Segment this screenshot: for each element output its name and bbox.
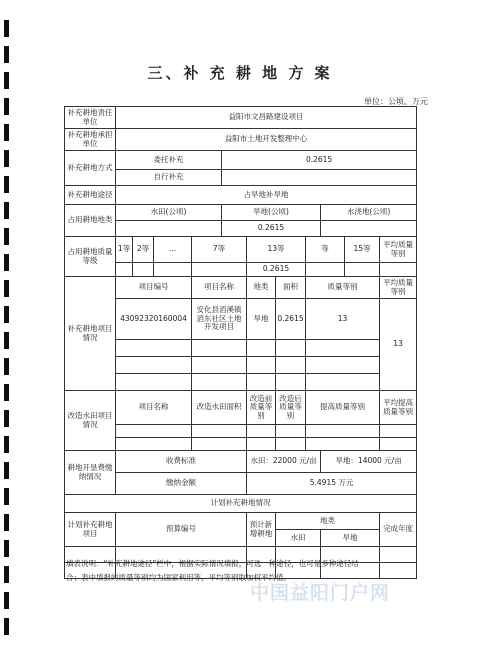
paddy-header-increase: 提高质量等别: [306, 391, 380, 425]
binder-holes: [4, 0, 14, 646]
plan-year-header: 完成年度: [380, 513, 417, 547]
method-label: 补充耕地方式: [65, 151, 116, 186]
site-watermark: 中国益阳门户网: [250, 582, 391, 604]
fee-dry-rate: 旱地：14000 元/亩: [321, 451, 417, 473]
grade-13: 13等: [247, 237, 306, 263]
paddy-header-after: 改造后质量等别: [276, 391, 306, 425]
supp-header-name: 项目名称: [192, 277, 247, 299]
undertake-unit-label: 补充耕地承担单位: [65, 129, 116, 151]
plan-budget-header: 预算编号: [116, 513, 247, 547]
plan-label: 计划补充耕地项目: [65, 513, 116, 547]
paddy-header-before: 改造前质量等别: [247, 391, 276, 425]
supp-row1-area: 0.2615: [276, 299, 306, 340]
grade-dots: …: [154, 237, 192, 263]
grade-deng: 等: [306, 237, 345, 263]
note-line-1: 填表说明：“补充耕地途径”栏中，根据实际情况填报，可选一种途径，也可是多种途径结: [66, 559, 359, 568]
land-type-label: 占用耕地地类: [65, 205, 116, 237]
responsible-unit-label: 补充耕地责任单位: [65, 107, 116, 129]
method-option-entrust: 委托补充: [116, 151, 222, 170]
fee-label: 耕地开垦费缴纳情况: [65, 451, 116, 495]
fee-amount-label: 缴纳金额: [116, 473, 247, 495]
land-type-paddy-value: [116, 221, 222, 237]
land-type-dry-header: 旱地(公顷): [222, 205, 321, 221]
fee-paddy-rate: 水田：22000 元/亩: [247, 451, 321, 473]
supp-row1-name: 安化县滔溪镇滔东社区土地开发项目: [192, 299, 247, 340]
supp-header-avg: 平均质量等别: [380, 277, 417, 299]
method-entrust-value: 0.2615: [222, 151, 417, 170]
responsible-unit-value: 益阳市文昌路建设项目: [116, 107, 417, 129]
plan-header: 计划补充耕地情况: [65, 495, 417, 513]
paddy-header-avg: 平均提高质量等别: [380, 391, 417, 425]
plan-paddy-header: 水田: [276, 530, 321, 547]
land-type-irrigated-header: 水浇地(公顷): [321, 205, 417, 221]
grade-2: 2等: [133, 237, 154, 263]
supp-header-type: 地类: [247, 277, 276, 299]
paddy-project-label: 改造水田项目情况: [65, 391, 116, 451]
grade-label: 占用耕地质量等级: [65, 237, 116, 277]
supp-header-code: 项目编号: [116, 277, 192, 299]
grade-15: 15等: [345, 237, 380, 263]
land-type-irrigated-value: [321, 221, 417, 237]
supp-row1-grade: 13: [306, 299, 380, 340]
plan-dry-header: 旱地: [321, 530, 380, 547]
grade-13-value: 0.2615: [247, 263, 306, 277]
supp-row1-code: 43092320160004: [116, 299, 192, 340]
note-line-2: 合；表中填报的质量等别均为国家利用等，平均等别取加权平均值。: [66, 573, 291, 582]
supplement-farmland-table: [64, 106, 417, 579]
undertake-unit-value: 益阳市土地开发整理中心: [116, 129, 417, 151]
paddy-header-name: 项目名称: [116, 391, 192, 425]
fee-standard-label: 收费标准: [116, 451, 247, 473]
page-title: 三、补 充 耕 地 方 案: [147, 64, 333, 82]
grade-1: 1等: [116, 237, 133, 263]
grade-avg-header: 平均质量等别: [380, 237, 417, 263]
plan-new-area-header: 预计新增耕地: [247, 513, 276, 547]
method-option-self: 自行补充: [116, 170, 222, 186]
supp-project-label: 补充耕地项目情况: [65, 277, 116, 391]
supp-row1-type: 旱地: [247, 299, 276, 340]
route-value: 占旱地补旱地: [116, 186, 417, 205]
land-type-paddy-header: 水田(公顷): [116, 205, 222, 221]
plan-type-header: 地类: [276, 513, 380, 530]
fee-amount-value: 5.4915 万元: [247, 473, 417, 495]
supp-header-grade: 质量等别: [306, 277, 380, 299]
method-self-value: [222, 170, 417, 186]
unit-label: 单位：公顷、万元: [364, 97, 428, 106]
paddy-header-area: 改造水田面积: [192, 391, 247, 425]
supp-avg-value: 13: [380, 299, 417, 391]
grade-7: 7等: [192, 237, 247, 263]
route-label: 补充耕地途径: [65, 186, 116, 205]
land-type-dry-value: 0.2615: [222, 221, 321, 237]
supp-header-area: 面积: [276, 277, 306, 299]
